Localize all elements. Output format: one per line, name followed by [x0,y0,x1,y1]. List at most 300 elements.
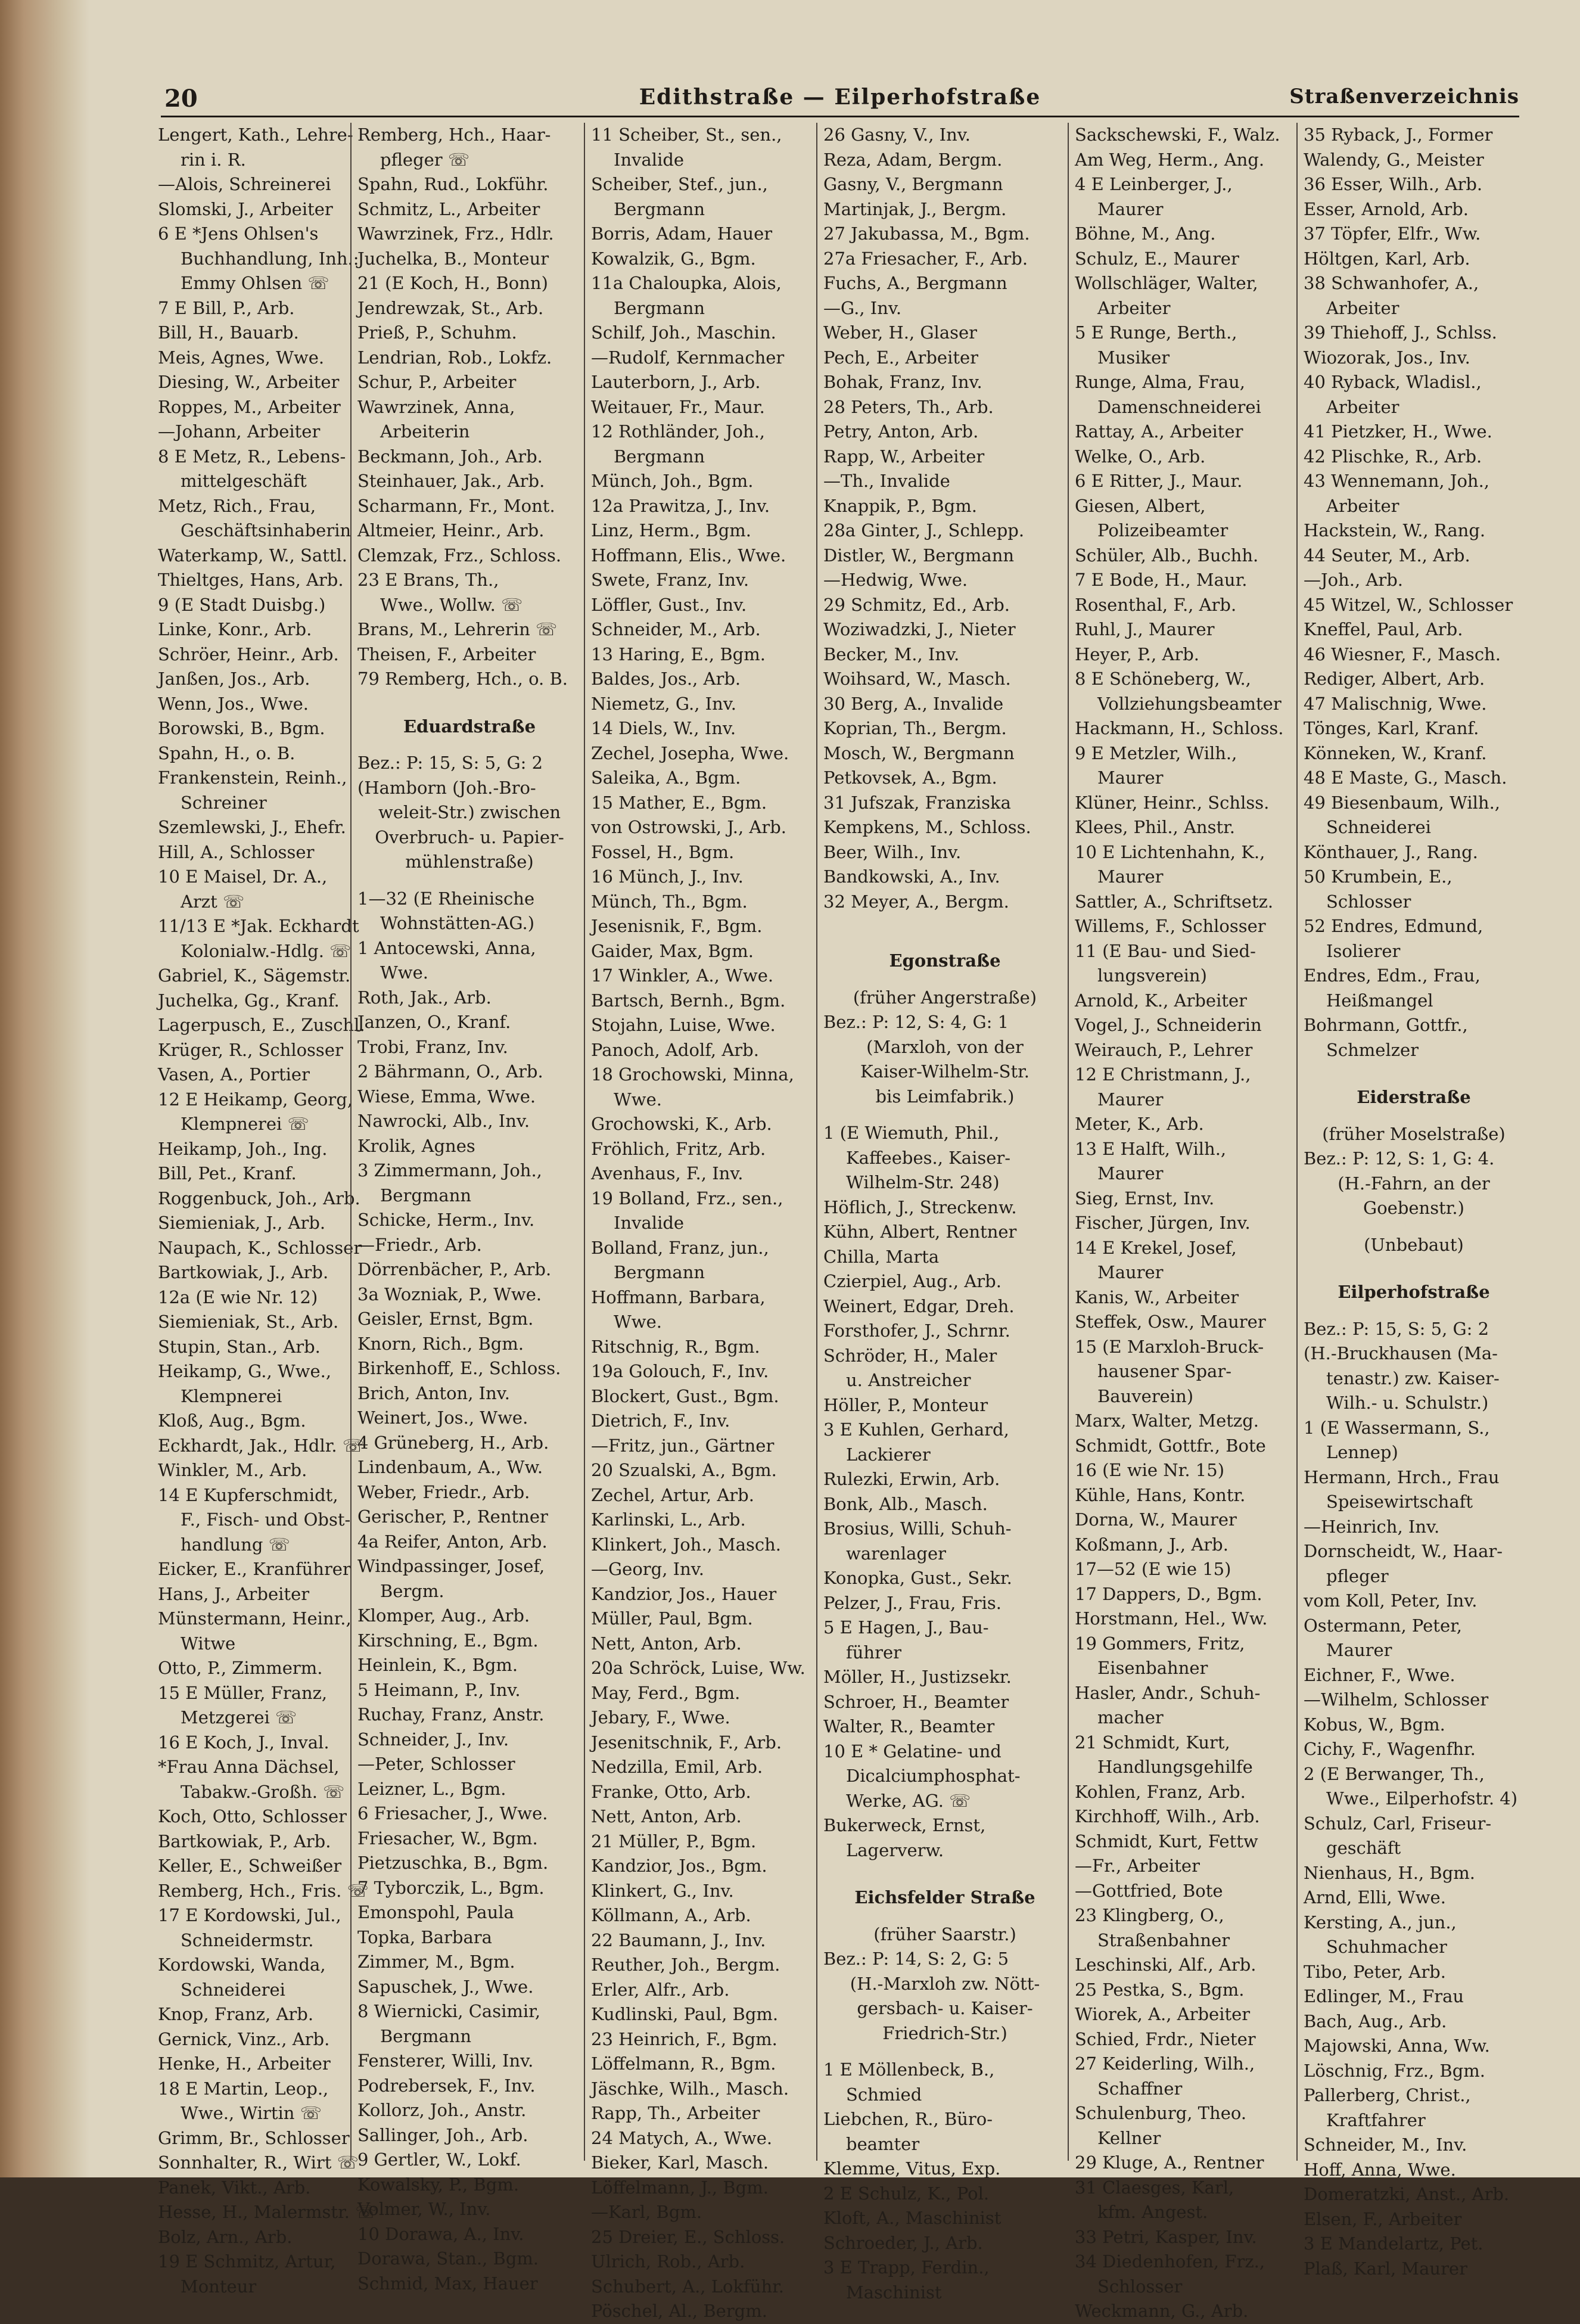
directory-line: 12 Rothländer, Joh., [591,421,766,442]
directory-line: Dicalciumphosphat- [846,1766,1021,1786]
directory-line: Lagerverw. [846,1840,944,1860]
directory-line: 20a Schröck, Luise, Ww. [591,1658,805,1678]
directory-line: rin i. R. [181,149,246,170]
directory-line: Remberg, Hch., Fris. ☏ [158,1880,369,1901]
directory-line: 15 Mather, E., Bgm. [591,792,767,813]
directory-line: Arzt ☏ [181,891,245,912]
directory-line: 28 Peters, Th., Arb. [823,396,994,417]
directory-line: u. Anstreicher [846,1370,971,1390]
directory-line: Werke, AG. ☏ [846,1790,971,1811]
directory-line: Roggenbuck, Joh., Arb. [158,1188,360,1208]
directory-line: Wenn, Jos., Wwe. [158,693,309,714]
directory-line: Siemieniak, St., Arb. [158,1312,339,1332]
directory-line: pfleger ☏ [380,149,470,170]
directory-line: Bolz, Arn., Arb. [158,2226,293,2247]
directory-line: Klees, Phil., Anstr. [1075,817,1236,837]
directory-line: Hill, A., Schlosser [158,841,315,862]
directory-line: Wwe., Eilperhofstr. 4) [1326,1788,1518,1809]
directory-line: Henke, H., Arbeiter [158,2053,331,2074]
directory-line: 3 E Kuhlen, Gerhard, [823,1419,1009,1440]
directory-line: 4 Grüneberg, H., Arb. [357,1432,549,1453]
directory-line: Sackschewski, F., Walz. [1075,125,1280,145]
directory-line: 44 Seuter, M., Arb. [1304,545,1470,566]
directory-line: Rulezki, Erwin, Arb. [823,1469,1000,1489]
directory-line: Sieg, Ernst, Inv. [1075,1188,1215,1208]
directory-line: Czierpiel, Aug., Arb. [823,1271,1002,1291]
directory-line: Rediger, Albert, Arb. [1304,669,1485,689]
directory-line: Bez.: P: 12, S: 4, G: 1 [823,1012,1009,1032]
directory-line: Kühle, Hans, Kontr. [1075,1484,1246,1505]
directory-line: Schmitz, L., Arbeiter [357,198,540,219]
directory-line: May, Ferd., Bgm. [591,1682,741,1703]
directory-line: Goebenstr.) [1363,1198,1464,1218]
directory-line: Könneken, W., Kranf. [1304,742,1487,763]
directory-line: Ruchay, Franz, Anstr. [357,1704,545,1725]
directory-line: handlung ☏ [181,1534,290,1555]
directory-line: Edlinger, M., Frau [1304,1986,1464,2006]
directory-line: (früher Moselstraße) [1322,1123,1506,1144]
directory-line: 79 Remberg, Hch., o. B. [357,669,568,689]
directory-line: Klüner, Heinr., Schlss. [1075,792,1270,813]
directory-line: Invalide [614,149,685,170]
directory-line: führer [846,1642,901,1663]
directory-line: Schröder, H., Maler [823,1345,997,1366]
spacer [357,692,581,704]
directory-line: Maurer [1097,768,1164,788]
directory-line: Wiorek, A., Arbeiter [1075,2004,1251,2024]
directory-line: Kandzior, Jos., Bgm. [591,1856,767,1876]
directory-line: Welke, O., Arb. [1075,446,1206,467]
directory-line: Münstermann, Heinr., [158,1608,352,1629]
directory-line: —Georg, Inv. [591,1559,704,1579]
directory-line: 12 E Christmann, J., [1075,1064,1251,1085]
directory-line: Arbeiter [1326,297,1399,318]
directory-line: Weitauer, Fr., Maur. [591,396,765,417]
directory-line: Koprian, Th., Bergm. [823,718,1007,738]
directory-line: Bandkowski, A., Inv. [823,866,1000,887]
directory-line: Wawrzinek, Anna, [357,396,515,417]
column-4 [816,123,1066,2303]
street-heading: Eduardstraße [403,716,536,737]
directory-line: Rapp, Th., Arbeiter [591,2103,760,2123]
directory-line: Hasler, Andr., Schuh- [1075,1682,1261,1703]
directory-line: Mosch, W., Bergmann [823,742,1015,763]
directory-line: beamter [846,2133,920,2154]
directory-line: Klempnerei ☏ [181,1114,309,1134]
directory-line: Kolonialw.-Hdlg. ☏ [181,940,352,961]
directory-line: Leizner, L., Bgm. [357,1778,506,1799]
directory-line: Knorn, Rich., Bgm. [357,1333,524,1354]
directory-line: 52 Endres, Edmund, [1304,916,1483,936]
directory-line: Könthauer, J., Rang. [1304,841,1478,862]
directory-line: Rapp, W., Arbeiter [823,446,985,467]
directory-line: 8 Wiernicki, Casimir, [357,2001,541,2021]
directory-line: Nett, Anton, Arb. [591,1806,742,1826]
directory-line: Gerischer, P., Rentner [357,1506,548,1527]
directory-line: Woziwadzki, J., Nieter [823,619,1016,639]
directory-line: Saleika, A., Bgm. [591,768,741,788]
directory-line: Hackmann, H., Schloss. [1075,718,1284,738]
directory-line: Bez.: P: 15, S: 5, G: 2 [1304,1318,1489,1339]
directory-line: gersbach- u. Kaiser- [857,1998,1033,2018]
directory-line: 14 E Krekel, Josef, [1075,1237,1237,1258]
street-heading: Eichsfelder Straße [854,1887,1035,1907]
directory-line: 9 E Metzler, Wilh., [1075,742,1237,763]
directory-line: *Frau Anna Dächsel, [158,1757,340,1777]
directory-line: Schmied [846,2084,922,2105]
directory-line: 27 Keiderling, Wilh., [1075,2053,1255,2074]
directory-line: Am Weg, Herm., Ang. [1075,149,1265,170]
directory-line: Geisler, Ernst, Bgm. [357,1309,534,1329]
directory-line: 19 Bolland, Frz., sen., [591,1188,783,1208]
directory-line: Petkovsek, A., Bgm. [823,768,997,788]
directory-line: (H.-Bruckhausen (Ma- [1304,1343,1498,1363]
directory-line: Beer, Wilh., Inv. [823,841,962,862]
spacer [823,1910,1066,1922]
directory-line: Kowalzik, G., Bgm. [591,248,756,269]
directory-line: 3 Zimmermann, Joh., [357,1160,542,1180]
directory-line: Nedzilla, Emil, Arb. [591,1757,763,1777]
directory-line: 15 E Müller, Franz, [158,1682,328,1703]
directory-line: 11 Scheiber, St., sen., [591,125,782,145]
directory-line: Janzen, O., Kranf. [357,1012,511,1032]
directory-line: Speisewirtschaft [1326,1492,1473,1512]
directory-line: Petry, Anton, Arb. [823,421,979,442]
directory-line: Birkenhoff, E., Schloss. [357,1358,561,1378]
directory-line: Maschinist [846,2282,942,2303]
directory-line: Musiker [1097,347,1170,368]
directory-line: 1—32 (E Rheinische [357,888,535,909]
directory-line: Keller, E., Schweißer [158,1856,342,1876]
directory-line: 8 E Metz, R., Lebens- [158,446,346,467]
directory-line: Eckhardt, Jak., Hdlr. ☏ [158,1435,365,1456]
directory-line: Maurer [1097,1163,1164,1183]
directory-line: Endres, Edm., Frau, [1304,965,1481,986]
directory-line: Hans, J., Arbeiter [158,1583,310,1604]
column-1 [158,123,377,2297]
directory-line: 3a Wozniak, P., Wwe. [357,1284,542,1304]
directory-line: 31 Jufszak, Franziska [823,792,1011,813]
directory-line: 39 Thiehoff, J., Schlss. [1304,322,1497,343]
directory-line: Plaß, Karl, Maurer [1304,2258,1467,2279]
directory-line: 7 E Bill, P., Arb. [158,297,295,318]
directory-line: 30 Berg, A., Invalide [823,693,1004,714]
directory-line: Erler, Alfr., Arb. [591,1979,730,2000]
directory-line: hausener Spar- [1097,1361,1231,1381]
directory-line: Kandzior, Jos., Hauer [591,1583,777,1604]
directory-line: Ostermann, Peter, [1304,1615,1462,1636]
directory-line: Kempkens, M., Schloss. [823,817,1031,837]
directory-line: Jebary, F., Wwe. [591,1707,730,1728]
directory-line: Wwe. [614,1312,663,1332]
directory-line: Tönges, Karl, Kranf. [1304,718,1479,738]
directory-line: Bieker, Karl, Masch. [591,2152,769,2173]
directory-line: Jesenisnik, F., Bgm. [591,916,763,936]
directory-line: Schneidermstr. [181,1930,314,1950]
directory-line: Friedrich-Str.) [882,2022,1007,2043]
directory-line: Domeratzki, Anst., Arb. [1304,2184,1510,2204]
street-heading: Egonstraße [889,950,1001,971]
directory-line: Klomper, Aug., Arb. [357,1605,530,1626]
directory-line: Waterkamp, W., Sattl. [158,545,347,566]
spacer [1304,1110,1524,1122]
directory-line: Hoffmann, Barbara, [591,1287,766,1307]
directory-line: Schulz, Carl, Friseur- [1304,1813,1492,1834]
directory-line: Klinkert, G., Inv. [591,1880,734,1901]
directory-line: 42 Plischke, R., Arb. [1304,446,1482,467]
directory-line: Dörrenbächer, P., Arb. [357,1259,552,1279]
directory-line: 17 Winkler, A., Wwe. [591,965,774,986]
directory-line: Schilf, Joh., Maschin. [591,322,776,343]
directory-line: 5 E Runge, Berth., [1075,322,1237,343]
directory-line: Arbeiterin [380,421,470,442]
directory-line: 18 Grochowski, Minna, [591,1064,794,1085]
directory-line: bis Leimfabrik.) [875,1086,1015,1107]
directory-line: 6 E *Jens Ohlsen's [158,223,319,244]
directory-line: Bez.: P: 14, S: 2, G: 5 [823,1949,1009,1969]
directory-line: Schröer, Heinr., Arb. [158,644,339,664]
directory-line: Reza, Adam, Bergm. [823,149,1003,170]
directory-line: Juchelka, B., Monteur [357,248,549,269]
directory-line: Wollschläger, Walter, [1075,273,1258,293]
directory-line: Bergmann [614,297,705,318]
directory-line: Wwe., Wirtin ☏ [181,2103,322,2123]
directory-line: 5 E Hagen, J., Bau- [823,1617,989,1638]
directory-line: 17 Dappers, D., Bgm. [1075,1583,1262,1604]
directory-line: Majowski, Anna, Ww. [1304,2036,1490,2056]
directory-line: 8 E Schöneberg, W., [1075,669,1251,689]
directory-line: Gernick, Vinz., Arb. [158,2028,330,2049]
directory-line: Schur, P., Arbeiter [357,372,517,392]
directory-line: 1 Antocewski, Anna, [357,937,536,958]
directory-line: Heikamp, G., Wwe., [158,1361,332,1381]
directory-line: Kordowski, Wanda, [158,1955,326,1975]
directory-line: 23 Heinrich, F., Bgm. [591,2028,777,2049]
directory-line: Fossel, H., Bgm. [591,841,735,862]
directory-line: Koßmann, J., Arb. [1075,1534,1228,1555]
directory-line: Avenhaus, F., Inv. [591,1163,744,1183]
directory-line: Arbeiter [1326,396,1399,417]
directory-line: Ritschnig, R., Bgm. [591,1336,760,1357]
directory-line: Weirauch, P., Lehrer [1075,1039,1253,1060]
directory-line: Panek, Vikt., Arb. [158,2177,311,2198]
directory-line: 16 (E wie Nr. 15) [1075,1460,1225,1480]
directory-line: 10 E Maisel, Dr. A., [158,866,328,887]
directory-line: Topka, Barbara [357,1927,492,1947]
directory-line: 25 Pestka, S., Bgm. [1075,1979,1245,2000]
directory-line: Szemlewski, J., Ehefr. [158,817,346,837]
directory-line: Wwe. [380,962,429,983]
directory-line: Liebchen, R., Büro- [823,2109,993,2129]
directory-line: Nawrocki, Alb., Inv. [357,1111,530,1131]
directory-line: Bach, Aug., Arb. [1304,2011,1447,2031]
directory-line: Altmeier, Heinr., Arb. [357,520,545,540]
directory-line: Walendy, G., Meister [1304,149,1484,170]
directory-line: Kloft, A., Maschinist [823,2208,1002,2228]
directory-line: Fuchs, A., Bergmann [823,273,1007,293]
directory-line: Buchhandlung, Inh.: [181,248,359,269]
directory-line: Bergmann [614,1262,705,1282]
directory-line: Schlosser [1326,891,1411,912]
directory-line: Lennep) [1326,1442,1398,1462]
directory-line: —Fritz, jun., Gärtner [591,1435,775,1456]
directory-line: Weinert, Jos., Wwe. [357,1408,528,1428]
directory-line: vom Koll, Peter, Inv. [1304,1590,1478,1611]
directory-line: Maurer [1097,1089,1164,1110]
directory-line: Emmy Ohlsen ☏ [181,273,329,293]
spacer [1304,1257,1524,1269]
directory-line: 27a Friesacher, F., Arb. [823,248,1028,269]
directory-line: Monteur [181,2276,257,2297]
directory-line: Pöschel, Al., Bergm. [591,2301,767,2321]
directory-line: Borris, Adam, Hauer [591,223,773,244]
directory-line: warenlager [846,1543,946,1564]
directory-line: 16 E Koch, J., Inval. [158,1732,329,1753]
directory-line: Kaiser-Wilhelm-Str. [860,1061,1030,1082]
directory-line: Kollorz, Joh., Anstr. [357,2100,527,2120]
directory-line: 26 Gasny, V., Inv. [823,125,971,145]
directory-line: 40 Ryback, Wladisl., [1304,372,1482,392]
directory-line: Lengert, Kath., Lehre- [158,125,353,145]
directory-line: Möller, H., Justizsekr. [823,1667,1012,1687]
directory-line: Grimm, Br., Schlosser [158,2127,350,2148]
directory-line: 47 Malischnig, Wwe. [1304,693,1487,714]
directory-line: Bergm. [380,1580,444,1601]
directory-line: Kersting, A., jun., [1304,1912,1457,1932]
directory-line: Pallerberg, Christ., [1304,2085,1471,2105]
directory-line: Löffelmann, J., Bgm. [591,2177,769,2198]
directory-line: Wohnstätten-AG.) [380,913,535,933]
directory-line: Remberg, Hch., Haar- [357,125,551,145]
directory-line: (H.-Marxloh zw. Nött- [850,1973,1040,1994]
directory-line: Polizeibeamter [1097,520,1228,540]
directory-line: Steinhauer, Jak., Arb. [357,471,545,491]
directory-line: Linz, Herm., Bgm. [591,520,751,540]
directory-line: Baldes, Jos., Arb. [591,669,741,689]
directory-line: Fensterer, Willi, Inv. [357,2050,534,2071]
directory-line: Kudlinski, Paul, Bgm. [591,2004,779,2024]
directory-line: 10 Dorawa, A., Inv. [357,2223,524,2244]
directory-line: Schroer, H., Beamter [823,1691,1009,1712]
directory-line: Fröhlich, Fritz, Arb. [591,1138,766,1159]
directory-line: Arnd, Elli, Wwe. [1304,1887,1446,1907]
directory-line: Bill, Pet., Kranf. [158,1163,297,1183]
directory-line: Scharmann, Fr., Mont. [357,495,555,516]
directory-line: von Ostrowski, J., Arb. [591,817,786,837]
directory-line: Theisen, F., Arbeiter [357,644,536,664]
directory-line: Arbeiter [1326,495,1399,516]
column-5 [1068,123,1296,2321]
directory-line: Kohlen, Franz, Arb. [1075,1781,1246,1802]
directory-line: Bergmann [614,446,705,467]
directory-line: 5 Heimann, P., Inv. [357,1679,521,1700]
directory-line: Lindenbaum, A., Ww. [357,1457,543,1477]
directory-line: Niemetz, G., Inv. [591,693,736,714]
directory-line: 24 Matych, A., Wwe. [591,2127,773,2148]
directory-line: 41 Pietzker, H., Wwe. [1304,421,1492,442]
directory-line: Schuhmacher [1326,1937,1447,1957]
directory-line: Windpassinger, Josef, [357,1556,545,1576]
directory-line: Bergmann [614,198,705,219]
directory-line: 23 E Brans, Th., [357,570,499,590]
directory-line: Wwe., Wollw. ☏ [380,594,523,615]
directory-line: Spahn, Rud., Lokführ. [357,174,549,194]
directory-line: 21 Müller, P., Bgm. [591,1831,757,1851]
directory-line: 3 E Mandelartz, Pet. [1304,2233,1483,2254]
spacer [823,1863,1066,1875]
directory-line: Wiozorak, Jos., Inv. [1304,347,1470,368]
directory-line: Willems, F., Schlosser [1075,916,1266,936]
directory-line: Sapuschek, J., Wwe. [357,1976,534,1997]
spacer [1304,1305,1524,1317]
directory-line: 10 E * Gelatine- und [823,1741,1002,1761]
directory-line: Bauverein) [1097,1385,1194,1406]
directory-line: Löffelmann, R., Bgm. [591,2053,776,2074]
directory-line: 46 Wiesner, F., Masch. [1304,644,1501,664]
directory-line: Vogel, J., Schneiderin [1075,1015,1262,1035]
directory-line: Jäschke, Wilh., Masch. [591,2078,789,2099]
directory-line: (früher Saarstr.) [873,1924,1016,1944]
directory-line: Rosenthal, F., Arb. [1075,594,1237,615]
directory-line: Lendrian, Rob., Lokfz. [357,347,552,368]
directory-line: —Friedr., Arb. [357,1234,482,1255]
directory-line: 38 Schwanhofer, A., [1304,273,1479,293]
directory-line: Böhne, M., Ang. [1075,223,1216,244]
directory-line: Hesse, H., Malermstr. ☏ [158,2202,377,2222]
directory-line: 28a Ginter, J., Schlepp. [823,520,1025,540]
directory-line: Dietrich, F., Inv. [591,1410,730,1431]
directory-line: Walter, R., Beamter [823,1716,995,1736]
directory-line: 49 Biesenbaum, Wilh., [1304,792,1501,813]
directory-line: 29 Schmitz, Ed., Arb. [823,594,1010,615]
directory-line: Brich, Anton, Inv. [357,1382,510,1403]
page-number: 20 [164,85,198,113]
directory-line: Beckmann, Joh., Arb. [357,446,543,467]
spacer [823,2046,1066,2058]
directory-line: Höller, P., Monteur [823,1394,988,1415]
directory-line: Schaffner [1097,2078,1183,2099]
directory-line: Vasen, A., Portier [158,1064,310,1085]
directory-line: Schneider, M., Inv. [1304,2135,1467,2155]
directory-line: Stupin, Stan., Arb. [158,1336,321,1357]
directory-line: Tibo, Peter, Arb. [1304,1961,1446,1982]
directory-line: (Marxloh, von der [866,1036,1024,1057]
directory-line: Volmer, W., Inv. [357,2199,491,2219]
directory-line: —Peter, Schlosser [357,1754,515,1774]
directory-line: 18 E Martin, Leop., [158,2078,329,2099]
directory-line: (H.-Fahrn, an der [1338,1173,1490,1194]
spacer [1304,1062,1524,1074]
directory-line: 21 Schmidt, Kurt, [1075,1732,1230,1753]
section-title: Straßenverzeichnis [1289,85,1519,108]
directory-line: 19 E Schmitz, Artur, [158,2251,336,2272]
directory-line: 2 (E Berwanger, Th., [1304,1763,1485,1784]
directory-line: Fischer, Jürgen, Inv. [1075,1213,1251,1233]
directory-line: Gasny, V., Bergmann [823,174,1003,194]
directory-line: Zimmer, M., Bgm. [357,1952,515,1972]
directory-line: Lackierer [846,1444,931,1465]
directory-line: Straßenbahner [1097,1930,1230,1950]
directory-line: 6 Friesacher, J., Wwe. [357,1803,548,1823]
directory-line: Bergmann [380,1185,472,1206]
directory-line: Weckmann, G., Arb. [1075,2301,1249,2321]
directory-line: 31 Claesges, Karl, [1075,2177,1234,2198]
directory-line: 45 Witzel, W., Schlosser [1304,594,1513,615]
directory-line: Schmelzer [1326,1039,1419,1060]
directory-line: Esser, Arnold, Arb. [1304,198,1469,219]
directory-line: Bohak, Franz, Inv. [823,372,982,392]
directory-line: Brosius, Willi, Schuh- [823,1518,1012,1539]
